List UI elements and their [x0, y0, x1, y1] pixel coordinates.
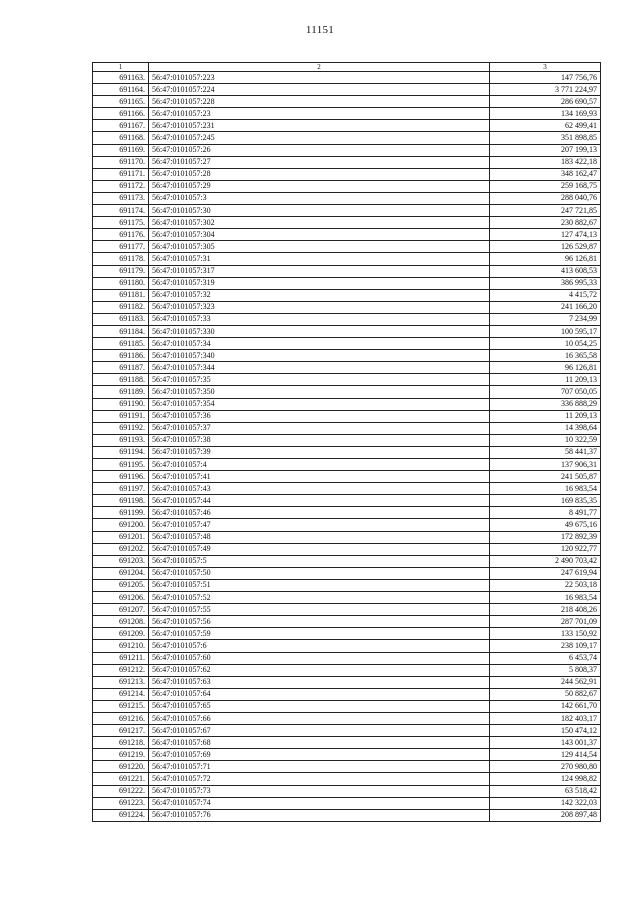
- cadastral-number: 56:47:0101057:330: [149, 325, 490, 337]
- table-row: [93, 398, 601, 410]
- cadastral-value: 16 983,54: [490, 483, 601, 495]
- row-number: 691210.: [93, 640, 149, 652]
- row-number: 691213.: [93, 676, 149, 688]
- row-number: 691171.: [93, 168, 149, 180]
- table-row: [93, 664, 601, 676]
- page-number: 11151: [305, 24, 335, 36]
- row-number: 691221.: [93, 773, 149, 785]
- table-row: [93, 531, 601, 543]
- table-body: [93, 72, 601, 822]
- cadastral-value: 7 234,99: [490, 313, 601, 325]
- cadastral-number: 56:47:0101057:66: [149, 712, 490, 724]
- cadastral-number: 56:47:0101057:31: [149, 253, 490, 265]
- cadastral-value: 4 415,72: [490, 289, 601, 301]
- cadastral-value: 3 771 224,97: [490, 84, 601, 96]
- cadastral-value: 230 882,67: [490, 217, 601, 229]
- cadastral-value: 62 499,41: [490, 120, 601, 132]
- row-number: 691199.: [93, 507, 149, 519]
- cadastral-number: 56:47:0101057:305: [149, 241, 490, 253]
- table-row: [93, 422, 601, 434]
- cadastral-value: 10 054,25: [490, 338, 601, 350]
- cadastral-number: 56:47:0101057:35: [149, 374, 490, 386]
- row-number: 691174.: [93, 205, 149, 217]
- table-row: [93, 229, 601, 241]
- table-row: [93, 180, 601, 192]
- cadastral-value: 137 906,31: [490, 459, 601, 471]
- cadastral-number: 56:47:0101057:37: [149, 422, 490, 434]
- cadastral-number: 56:47:0101057:39: [149, 446, 490, 458]
- cadastral-number: 56:47:0101057:68: [149, 737, 490, 749]
- row-number: 691217.: [93, 725, 149, 737]
- table-row: [93, 362, 601, 374]
- cadastral-value: 133 150,92: [490, 628, 601, 640]
- cadastral-value: 150 474,12: [490, 725, 601, 737]
- row-number: 691177.: [93, 241, 149, 253]
- cadastral-number: 56:47:0101057:38: [149, 434, 490, 446]
- cadastral-number: 56:47:0101057:63: [149, 676, 490, 688]
- cadastral-value: 247 619,94: [490, 567, 601, 579]
- cadastral-value: 207 199,13: [490, 144, 601, 156]
- cadastral-number: 56:47:0101057:3: [149, 192, 490, 204]
- table-row: [93, 507, 601, 519]
- cadastral-number: 56:47:0101057:64: [149, 688, 490, 700]
- cadastral-number: 56:47:0101057:223: [149, 72, 490, 84]
- cadastral-number: 56:47:0101057:51: [149, 579, 490, 591]
- cadastral-value: 16 983,54: [490, 592, 601, 604]
- cadastral-value: 238 109,17: [490, 640, 601, 652]
- cadastral-value: 96 126,81: [490, 253, 601, 265]
- table-row: [93, 712, 601, 724]
- table-row: [93, 434, 601, 446]
- cadastral-number: 56:47:0101057:27: [149, 156, 490, 168]
- cadastral-number: 56:47:0101057:224: [149, 84, 490, 96]
- row-number: 691165.: [93, 96, 149, 108]
- cadastral-number: 56:47:0101057:50: [149, 567, 490, 579]
- row-number: 691167.: [93, 120, 149, 132]
- cadastral-number: 56:47:0101057:319: [149, 277, 490, 289]
- cadastral-number: 56:47:0101057:71: [149, 761, 490, 773]
- cadastral-value: 49 675,16: [490, 519, 601, 531]
- cadastral-value: 124 998,82: [490, 773, 601, 785]
- row-number: 691180.: [93, 277, 149, 289]
- row-number: 691185.: [93, 338, 149, 350]
- table-row: [93, 446, 601, 458]
- table-row: [93, 737, 601, 749]
- cadastral-value: 386 995,33: [490, 277, 601, 289]
- cadastral-number: 56:47:0101057:74: [149, 797, 490, 809]
- row-number: 691193.: [93, 434, 149, 446]
- cadastral-number: 56:47:0101057:6: [149, 640, 490, 652]
- table-row: [93, 809, 601, 821]
- row-number: 691195.: [93, 459, 149, 471]
- table-row: [93, 555, 601, 567]
- table-row: [93, 374, 601, 386]
- cadastral-number: 56:47:0101057:36: [149, 410, 490, 422]
- table-row: [93, 301, 601, 313]
- cadastral-value: 16 365,58: [490, 350, 601, 362]
- row-number: 691201.: [93, 531, 149, 543]
- cadastral-number: 56:47:0101057:34: [149, 338, 490, 350]
- table-row: [93, 241, 601, 253]
- cadastral-value: 241 505,87: [490, 471, 601, 483]
- cadastral-value: 134 169,93: [490, 108, 601, 120]
- cadastral-value: 127 474,13: [490, 229, 601, 241]
- table-row: [93, 495, 601, 507]
- table-row: [93, 313, 601, 325]
- row-number: 691191.: [93, 410, 149, 422]
- row-number: 691196.: [93, 471, 149, 483]
- cadastral-value: 120 922,77: [490, 543, 601, 555]
- table-row: [93, 688, 601, 700]
- cadastral-number: 56:47:0101057:44: [149, 495, 490, 507]
- table-row: [93, 72, 601, 84]
- row-number: 691166.: [93, 108, 149, 120]
- column-header-1: 1: [93, 63, 149, 72]
- cadastral-number: 56:47:0101057:32: [149, 289, 490, 301]
- row-number: 691224.: [93, 809, 149, 821]
- cadastral-value: 182 403,17: [490, 712, 601, 724]
- row-number: 691211.: [93, 652, 149, 664]
- row-number: 691214.: [93, 688, 149, 700]
- table-row: [93, 386, 601, 398]
- row-number: 691202.: [93, 543, 149, 555]
- row-number: 691187.: [93, 362, 149, 374]
- cadastral-number: 56:47:0101057:41: [149, 471, 490, 483]
- table-row: [93, 640, 601, 652]
- cadastral-number: 56:47:0101057:73: [149, 785, 490, 797]
- table-row: [93, 761, 601, 773]
- cadastral-number: 56:47:0101057:350: [149, 386, 490, 398]
- cadastral-number: 56:47:0101057:62: [149, 664, 490, 676]
- cadastral-number: 56:47:0101057:65: [149, 700, 490, 712]
- row-number: 691169.: [93, 144, 149, 156]
- row-number: 691219.: [93, 749, 149, 761]
- row-number: 691183.: [93, 313, 149, 325]
- cadastral-value: 707 050,05: [490, 386, 601, 398]
- cadastral-number: 56:47:0101057:67: [149, 725, 490, 737]
- table-row: [93, 277, 601, 289]
- cadastral-number: 56:47:0101057:46: [149, 507, 490, 519]
- cadastral-value-table: [92, 62, 601, 822]
- cadastral-number: 56:47:0101057:43: [149, 483, 490, 495]
- cadastral-value: 270 980,80: [490, 761, 601, 773]
- table-row: [93, 338, 601, 350]
- cadastral-number: 56:47:0101057:76: [149, 809, 490, 821]
- table-row: [93, 168, 601, 180]
- row-number: 691200.: [93, 519, 149, 531]
- cadastral-number: 56:47:0101057:55: [149, 604, 490, 616]
- cadastral-value: 336 888,29: [490, 398, 601, 410]
- cadastral-value: 259 168,75: [490, 180, 601, 192]
- row-number: 691176.: [93, 229, 149, 241]
- row-number: 691190.: [93, 398, 149, 410]
- cadastral-value: 22 503,18: [490, 579, 601, 591]
- row-number: 691222.: [93, 785, 149, 797]
- cadastral-value: 183 422,18: [490, 156, 601, 168]
- table-row: [93, 217, 601, 229]
- row-number: 691205.: [93, 579, 149, 591]
- cadastral-number: 56:47:0101057:69: [149, 749, 490, 761]
- cadastral-number: 56:47:0101057:33: [149, 313, 490, 325]
- cadastral-value: 2 490 703,42: [490, 555, 601, 567]
- row-number: 691172.: [93, 180, 149, 192]
- cadastral-value: 96 126,81: [490, 362, 601, 374]
- row-number: 691192.: [93, 422, 149, 434]
- cadastral-number: 56:47:0101057:49: [149, 543, 490, 555]
- table-row: [93, 410, 601, 422]
- cadastral-number: 56:47:0101057:72: [149, 773, 490, 785]
- table-row: [93, 567, 601, 579]
- cadastral-value: 129 414,54: [490, 749, 601, 761]
- cadastral-value: 208 897,48: [490, 809, 601, 821]
- cadastral-number: 56:47:0101057:28: [149, 168, 490, 180]
- row-number: 691184.: [93, 325, 149, 337]
- row-number: 691223.: [93, 797, 149, 809]
- table-row: [93, 96, 601, 108]
- cadastral-value: 50 882,67: [490, 688, 601, 700]
- cadastral-value: 10 322,59: [490, 434, 601, 446]
- cadastral-number: 56:47:0101057:340: [149, 350, 490, 362]
- cadastral-number: 56:47:0101057:29: [149, 180, 490, 192]
- table-row: [93, 350, 601, 362]
- cadastral-value: 100 595,17: [490, 325, 601, 337]
- cadastral-value: 14 398,64: [490, 422, 601, 434]
- row-number: 691168.: [93, 132, 149, 144]
- table-row: [93, 519, 601, 531]
- cadastral-value: 286 690,57: [490, 96, 601, 108]
- row-number: 691189.: [93, 386, 149, 398]
- column-header-2: 2: [149, 63, 490, 72]
- table-row: [93, 108, 601, 120]
- cadastral-number: 56:47:0101057:302: [149, 217, 490, 229]
- cadastral-value: 218 408,26: [490, 604, 601, 616]
- cadastral-value: 348 162,47: [490, 168, 601, 180]
- cadastral-number: 56:47:0101057:52: [149, 592, 490, 604]
- table-row: [93, 725, 601, 737]
- row-number: 691207.: [93, 604, 149, 616]
- table-row: [93, 700, 601, 712]
- row-number: 691181.: [93, 289, 149, 301]
- row-number: 691212.: [93, 664, 149, 676]
- table-row: [93, 459, 601, 471]
- table-row: [93, 289, 601, 301]
- table-row: [93, 471, 601, 483]
- cadastral-number: 56:47:0101057:23: [149, 108, 490, 120]
- row-number: 691164.: [93, 84, 149, 96]
- cadastral-value: 8 491,77: [490, 507, 601, 519]
- cadastral-value: 247 721,85: [490, 205, 601, 217]
- cadastral-value: 11 209,13: [490, 374, 601, 386]
- table-row: [93, 797, 601, 809]
- table-row: [93, 120, 601, 132]
- table-row: [93, 192, 601, 204]
- cadastral-number: 56:47:0101057:56: [149, 616, 490, 628]
- cadastral-number: 56:47:0101057:344: [149, 362, 490, 374]
- cadastral-number: 56:47:0101057:48: [149, 531, 490, 543]
- cadastral-number: 56:47:0101057:231: [149, 120, 490, 132]
- cadastral-number: 56:47:0101057:5: [149, 555, 490, 567]
- cadastral-number: 56:47:0101057:354: [149, 398, 490, 410]
- table-row: [93, 579, 601, 591]
- row-number: 691188.: [93, 374, 149, 386]
- cadastral-number: 56:47:0101057:30: [149, 205, 490, 217]
- table-row: [93, 785, 601, 797]
- cadastral-value: 63 518,42: [490, 785, 601, 797]
- table-row: [93, 628, 601, 640]
- row-number: 691198.: [93, 495, 149, 507]
- row-number: 691197.: [93, 483, 149, 495]
- cadastral-value: 142 661,70: [490, 700, 601, 712]
- table-row: [93, 652, 601, 664]
- row-number: 691178.: [93, 253, 149, 265]
- cadastral-value: 126 529,87: [490, 241, 601, 253]
- cadastral-number: 56:47:0101057:317: [149, 265, 490, 277]
- cadastral-number: 56:47:0101057:304: [149, 229, 490, 241]
- table-row: [93, 773, 601, 785]
- row-number: 691220.: [93, 761, 149, 773]
- cadastral-value: 5 808,37: [490, 664, 601, 676]
- row-number: 691163.: [93, 72, 149, 84]
- cadastral-value: 169 835,35: [490, 495, 601, 507]
- table-row: [93, 676, 601, 688]
- cadastral-number: 56:47:0101057:59: [149, 628, 490, 640]
- cadastral-value: 288 040,76: [490, 192, 601, 204]
- cadastral-value: 351 898,85: [490, 132, 601, 144]
- table-row: [93, 84, 601, 96]
- cadastral-number: 56:47:0101057:245: [149, 132, 490, 144]
- row-number: 691175.: [93, 217, 149, 229]
- cadastral-value: 143 001,37: [490, 737, 601, 749]
- table-row: [93, 253, 601, 265]
- row-number: 691194.: [93, 446, 149, 458]
- table-row: [93, 156, 601, 168]
- cadastral-number: 56:47:0101057:47: [149, 519, 490, 531]
- column-header-3: 3: [490, 63, 601, 72]
- cadastral-number: 56:47:0101057:228: [149, 96, 490, 108]
- cadastral-value: 142 322,03: [490, 797, 601, 809]
- row-number: 691182.: [93, 301, 149, 313]
- table-row: [93, 144, 601, 156]
- cadastral-value: 11 209,13: [490, 410, 601, 422]
- table-row: [93, 205, 601, 217]
- row-number: 691173.: [93, 192, 149, 204]
- table-row: [93, 616, 601, 628]
- table-row: [93, 132, 601, 144]
- table-header-row: [93, 63, 601, 72]
- cadastral-number: 56:47:0101057:323: [149, 301, 490, 313]
- cadastral-number: 56:47:0101057:60: [149, 652, 490, 664]
- row-number: 691206.: [93, 592, 149, 604]
- cadastral-value: 147 756,76: [490, 72, 601, 84]
- row-number: 691208.: [93, 616, 149, 628]
- row-number: 691179.: [93, 265, 149, 277]
- row-number: 691216.: [93, 712, 149, 724]
- row-number: 691218.: [93, 737, 149, 749]
- table-row: [93, 483, 601, 495]
- table-row: [93, 543, 601, 555]
- cadastral-value: 172 892,39: [490, 531, 601, 543]
- row-number: 691204.: [93, 567, 149, 579]
- cadastral-number: 56:47:0101057:4: [149, 459, 490, 471]
- row-number: 691186.: [93, 350, 149, 362]
- table-row: [93, 265, 601, 277]
- row-number: 691203.: [93, 555, 149, 567]
- row-number: 691170.: [93, 156, 149, 168]
- row-number: 691209.: [93, 628, 149, 640]
- table-row: [93, 749, 601, 761]
- table-row: [93, 592, 601, 604]
- cadastral-number: 56:47:0101057:26: [149, 144, 490, 156]
- cadastral-value: 241 166,20: [490, 301, 601, 313]
- table-row: [93, 604, 601, 616]
- cadastral-value: 6 453,74: [490, 652, 601, 664]
- table-row: [93, 325, 601, 337]
- cadastral-value: 413 608,53: [490, 265, 601, 277]
- cadastral-value: 244 562,91: [490, 676, 601, 688]
- cadastral-value: 58 441,37: [490, 446, 601, 458]
- cadastral-value: 287 701,09: [490, 616, 601, 628]
- row-number: 691215.: [93, 700, 149, 712]
